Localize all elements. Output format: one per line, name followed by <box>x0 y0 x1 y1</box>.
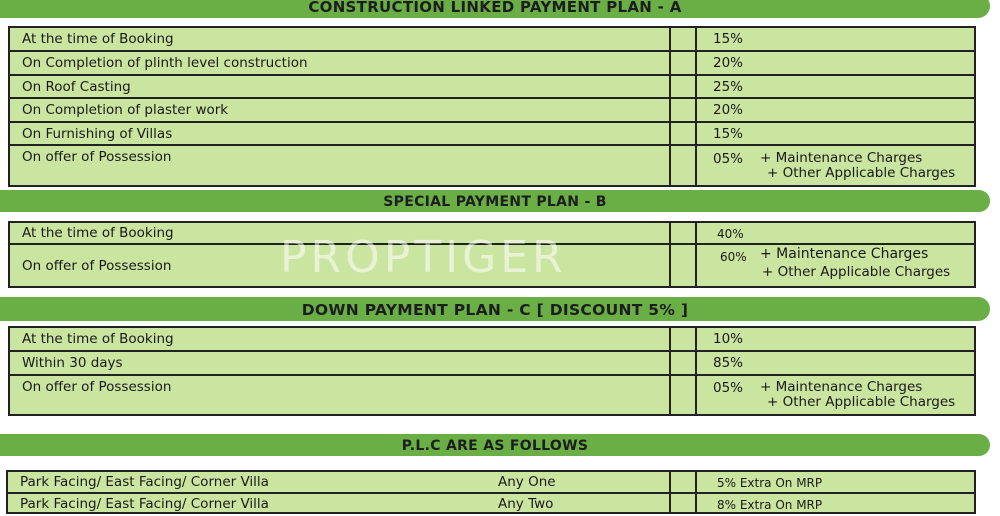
row-percentage: 85% <box>713 355 744 371</box>
row-percentage: 20% <box>713 55 744 71</box>
other-charges-note: + Other Applicable Charges <box>762 264 951 280</box>
row-label: At the time of Booking <box>22 331 174 347</box>
table-row <box>8 472 974 492</box>
table-row <box>10 97 974 121</box>
row-percentage: 10% <box>713 331 744 347</box>
row-label: On Completion of plinth level construction <box>22 55 308 71</box>
row-label: Within 30 days <box>22 355 123 371</box>
row-percentage: 25% <box>713 79 744 95</box>
row-label: On offer of Possession <box>22 258 172 274</box>
table-row <box>10 243 974 288</box>
row-label: On Roof Casting <box>22 79 131 95</box>
table-row <box>10 144 974 187</box>
plc-title: P.L.C ARE AS FOLLOWS <box>0 434 990 456</box>
row-label: Park Facing/ East Facing/ Corner Villa <box>20 474 269 490</box>
row-percentage: 20% <box>713 102 744 118</box>
row-percentage: 05% <box>713 151 744 167</box>
plan-a-title: CONSTRUCTION LINKED PAYMENT PLAN - A <box>0 0 990 18</box>
row-label: Park Facing/ East Facing/ Corner Villa <box>20 496 269 512</box>
plan-a-table <box>8 26 976 187</box>
plan-c-title: DOWN PAYMENT PLAN - C [ DISCOUNT 5% ] <box>0 297 990 321</box>
table-row <box>10 50 974 74</box>
row-percentage: 15% <box>713 126 744 142</box>
table-row <box>10 328 974 350</box>
table-row <box>10 350 974 374</box>
row-label: On offer of Possession <box>22 379 172 395</box>
plc-charge: 5% Extra On MRP <box>717 476 823 490</box>
row-percentage: 60% <box>720 250 747 264</box>
plan-c-table <box>8 326 976 416</box>
row-label: On Completion of plaster work <box>22 102 229 118</box>
villa-count: Any Two <box>498 496 554 512</box>
plc-charge: 8% Extra On MRP <box>717 498 823 512</box>
watermark: PROPTIGER <box>280 232 567 283</box>
other-charges-note: + Other Applicable Charges <box>767 394 956 410</box>
plc-table <box>6 470 976 514</box>
other-charges-note: + Other Applicable Charges <box>767 165 956 181</box>
maintenance-charges-note: + Maintenance Charges <box>760 150 923 166</box>
table-row <box>10 223 974 243</box>
table-row <box>8 492 974 514</box>
plan-b-title: SPECIAL PAYMENT PLAN - B <box>0 190 990 212</box>
row-label: At the time of Booking <box>22 31 174 47</box>
table-row <box>10 374 974 416</box>
row-label: On Furnishing of Villas <box>22 126 173 142</box>
row-label: At the time of Booking <box>22 225 174 241</box>
row-percentage: 40% <box>717 227 744 241</box>
plan-b-table <box>8 221 976 288</box>
row-percentage: 05% <box>713 380 744 396</box>
maintenance-charges-note: + Maintenance Charges <box>760 379 923 395</box>
row-label: On offer of Possession <box>22 149 172 165</box>
villa-count: Any One <box>498 474 556 490</box>
row-percentage: 15% <box>713 31 744 47</box>
table-row <box>10 28 974 50</box>
maintenance-charges-note: + Maintenance Charges <box>760 246 929 262</box>
table-row <box>10 74 974 98</box>
table-row <box>10 121 974 145</box>
